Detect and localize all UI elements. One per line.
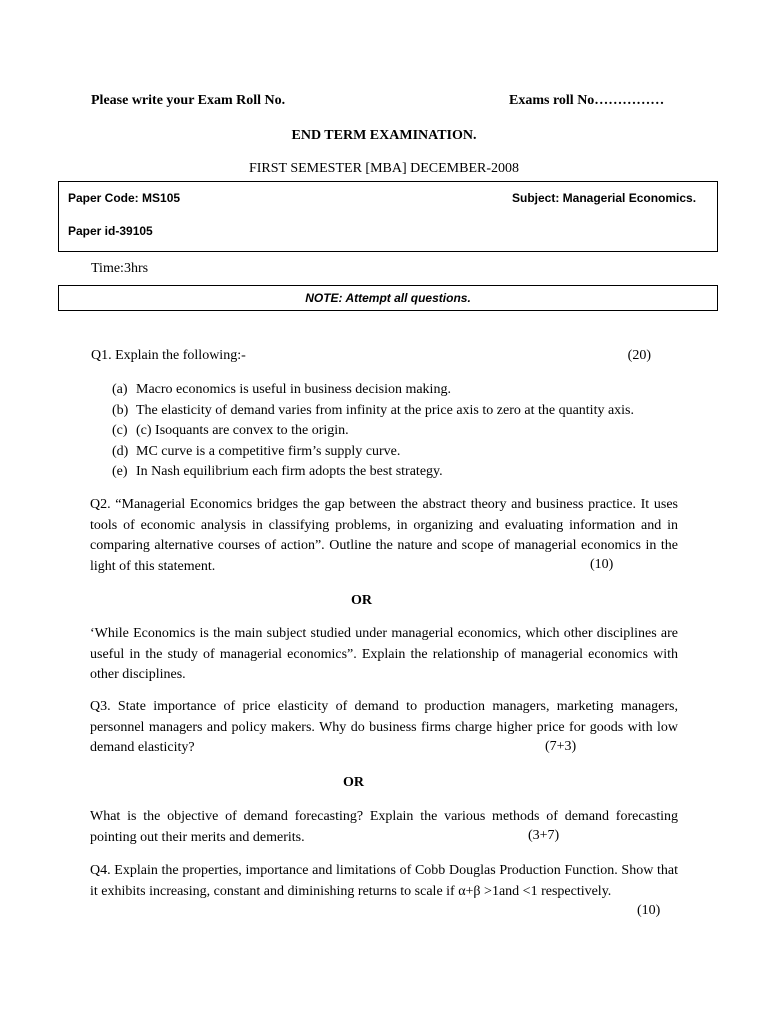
q2-or: OR [351,593,372,608]
q2-marks: (10) [590,557,614,572]
note-text: NOTE: Attempt all questions. [305,291,471,305]
paper-id: Paper id-39105 [68,224,153,238]
list-item: (e) In Nash equilibrium each firm adopts the best strategy. [112,464,443,479]
note-box [58,285,718,311]
q1-list [112,380,712,483]
q4-text: Q4. Explain the properties, importance and limitations of Cobb Douglas Production Function. Show that it exhibits increasing, constant and diminishing returns to scale if α+β >1and <1 respectively. [90,863,678,899]
q3-alt-text: What is the objective of demand forecasting? Explain the various methods of demand forecasting pointing out their merits and demerits. [90,809,678,845]
q3-text: Q3. State importance of price elasticity of demand to production managers, marketing managers, personnel managers and policy makers. Why do business firms charge higher price for goods with low demand elasticity? [90,699,678,755]
roll-number-label: Please write your Exam Roll No. [91,93,286,108]
q1-marks: (20) [627,348,651,363]
q1-prompt: Q1. Explain the following:- [91,348,246,363]
semester-line: FIRST SEMESTER [MBA] DECEMBER-2008 [248,161,520,176]
q4-marks: (10) [637,903,661,918]
exam-title: END TERM EXAMINATION. [291,128,477,143]
roll-number-field: Exams roll No…………… [509,93,665,108]
q2-text: Q2. “Managerial Economics bridges the gap between the abstract theory and business practice. It uses tools of economic analysis in classifying problems, in organizing and evaluating information and in comparing alternative courses of action”. Outline the nature and scope of managerial economics in the light of this statement. [90,497,678,574]
list-item: (a) Macro economics is useful in business decision making. [112,382,451,397]
subject: Subject: Managerial Economics. [512,191,697,205]
q3-alt-marks: (3+7) [528,828,560,843]
list-item: (c) (c) Isoquants are convex to the origin. [112,423,349,438]
paper-code: Paper Code: MS105 [68,191,181,205]
list-item: (d) MC curve is a competitive firm’s supply curve. [112,443,401,459]
q2-alt-text: ‘While Economics is the main subject studied under managerial economics, which other disciplines are useful in the study of managerial economics”. Explain the relationship of managerial economics with other disciplines. [90,626,678,682]
q1-header [91,348,651,364]
list-item: (b) The elasticity of demand varies from infinity at the price axis to zero at the quantity axis. [112,402,635,418]
paper-info-box [58,181,718,252]
q3-or: OR [343,775,364,790]
q3-marks: (7+3) [545,739,577,754]
time-allowed: Time:3hrs [91,261,149,276]
